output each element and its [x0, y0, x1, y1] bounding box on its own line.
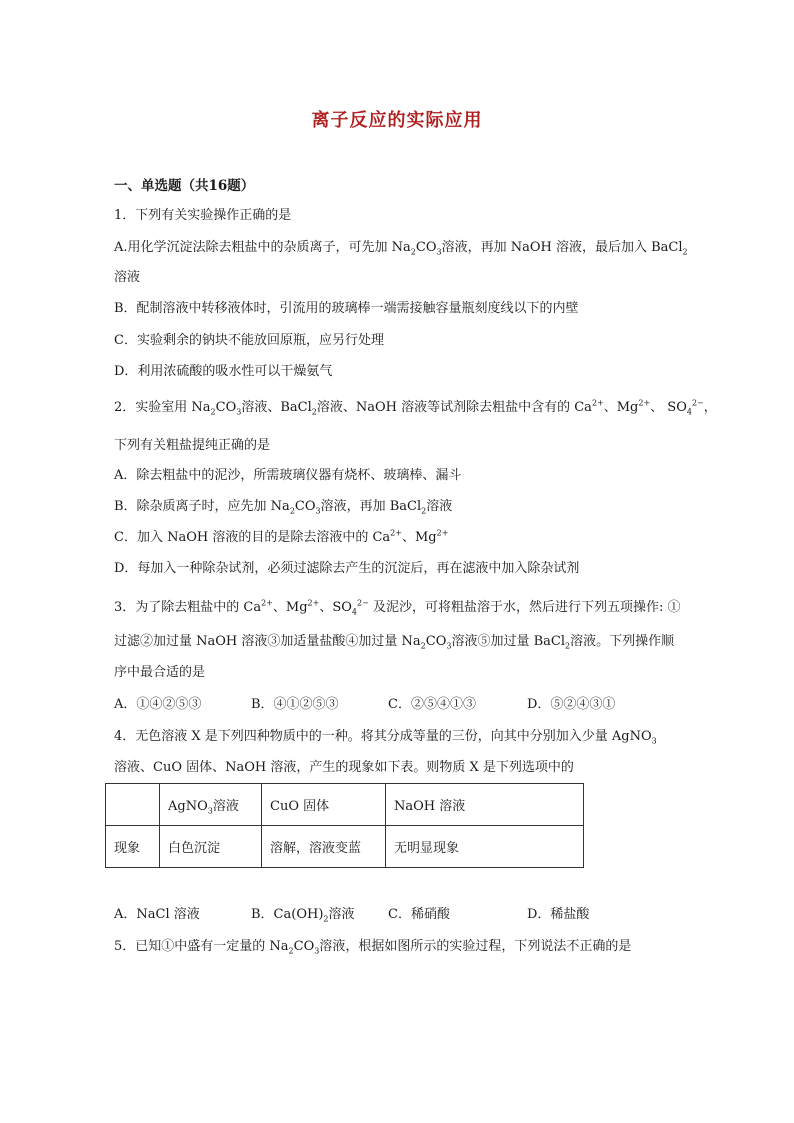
- question-3-stem-line3: 序中最合适的是: [114, 665, 206, 680]
- question-3-stem-line1: 3．为了除去粗盐中的 $Ca^{2+}$、$Mg^{2+}$、$SO_4^{2-}$ 及泥沙，可将粗盐溶于水，然后进行下列五项操作: ①: [114, 598, 681, 617]
- question-3-option-a: A．①④②⑤③: [114, 697, 202, 712]
- question-3-stem-line2: 过滤②加过量 NaOH 溶液③加适量盐酸④加过量 $Na_2CO_3$溶液⑤加过量 BaCl$_2$溶液。下列操作顺: [114, 634, 675, 651]
- table-cell: 白色沉淀: [160, 826, 262, 868]
- question-4-stem-line1: 4．无色溶液 X 是下列四种物质中的一种。将其分成等量的三份，向其中分别加入少量 AgNO$_3$: [114, 729, 657, 746]
- question-3-option-c: C．②⑤④①③: [388, 697, 476, 712]
- question-2-option-a: A．除去粗盐中的泥沙，所需玻璃仪器有烧杯、玻璃棒、漏斗: [114, 468, 462, 483]
- section-heading: 一、单选题（共16题）: [114, 178, 255, 194]
- question-1-option-d: D．利用浓硫酸的吸水性可以干燥氨气: [114, 364, 333, 379]
- question-5-stem: 5．已知①中盛有一定量的 $Na_2CO_3$溶液，根据如图所示的实验过程，下列说法不正确的是: [114, 939, 632, 956]
- question-4-option-d: D．稀盐酸: [527, 907, 590, 922]
- question-4-stem-line2: 溶液、CuO 固体、NaOH 溶液，产生的现象如下表。则物质 X 是下列选项中的: [114, 760, 574, 775]
- question-1-option-c: C．实验剩余的钠块不能放回原瓶，应另行处理: [114, 333, 384, 348]
- question-2-option-d: D．每加入一种除杂试剂，必须过滤除去产生的沉淀后，再在滤液中加入除杂试剂: [114, 561, 580, 576]
- question-4-option-b: B．$Ca(OH)_2$溶液: [251, 907, 355, 924]
- table-row: [106, 826, 584, 868]
- table-header-row: [106, 784, 584, 826]
- question-2-stem-line1: 2．实验室用 $Na_2CO_3$溶液、BaCl$_2$溶液、NaOH 溶液等试剂除去粗盐中含有的 $Ca^{2+}$、$Mg^{2+}$、 $SO_4^{2-}$，: [114, 398, 717, 417]
- question-1-stem: 1．下列有关实验操作正确的是: [114, 208, 292, 223]
- table-header-cell: [106, 784, 160, 826]
- question-3-option-b: B．④①②⑤③: [251, 697, 339, 712]
- question-1-option-a-line2: 溶液: [114, 270, 141, 285]
- table-header-cell: AgNO$_3$溶液: [160, 784, 262, 826]
- table-header-cell: NaOH 溶液: [386, 784, 584, 826]
- question-1-option-b: B．配制溶液中转移液体时，引流用的玻璃棒一端需接触容量瓶刻度线以下的内壁: [114, 301, 579, 316]
- observation-table: [105, 783, 584, 868]
- question-2-option-c: C．加入 NaOH 溶液的目的是除去溶液中的 $Ca^{2+}$、$Mg^{2+}$: [114, 528, 449, 545]
- question-2-option-b: B．除杂质离子时，应先加 $Na_2CO_3$溶液，再加 BaCl$_2$溶液: [114, 499, 453, 516]
- table-cell: 溶解，溶液变蓝: [262, 826, 386, 868]
- table-row-label: 现象: [106, 826, 160, 868]
- question-1-option-a-line1: A.用化学沉淀法除去粗盐中的杂质离子，可先加 $Na_2CO_3$溶液，再加 NaOH 溶液，最后加入 BaCl$_2$: [114, 240, 688, 257]
- table-header-cell: CuO 固体: [262, 784, 386, 826]
- document-title: 离子反应的实际应用: [311, 110, 483, 131]
- question-4-option-a: A．NaCl 溶液: [114, 907, 200, 922]
- question-3-option-d: D．⑤②④③①: [527, 697, 616, 712]
- table-cell: 无明显现象: [386, 826, 584, 868]
- question-2-stem-line2: 下列有关粗盐提纯正确的是: [114, 438, 271, 453]
- question-4-option-c: C．稀硝酸: [388, 907, 450, 922]
